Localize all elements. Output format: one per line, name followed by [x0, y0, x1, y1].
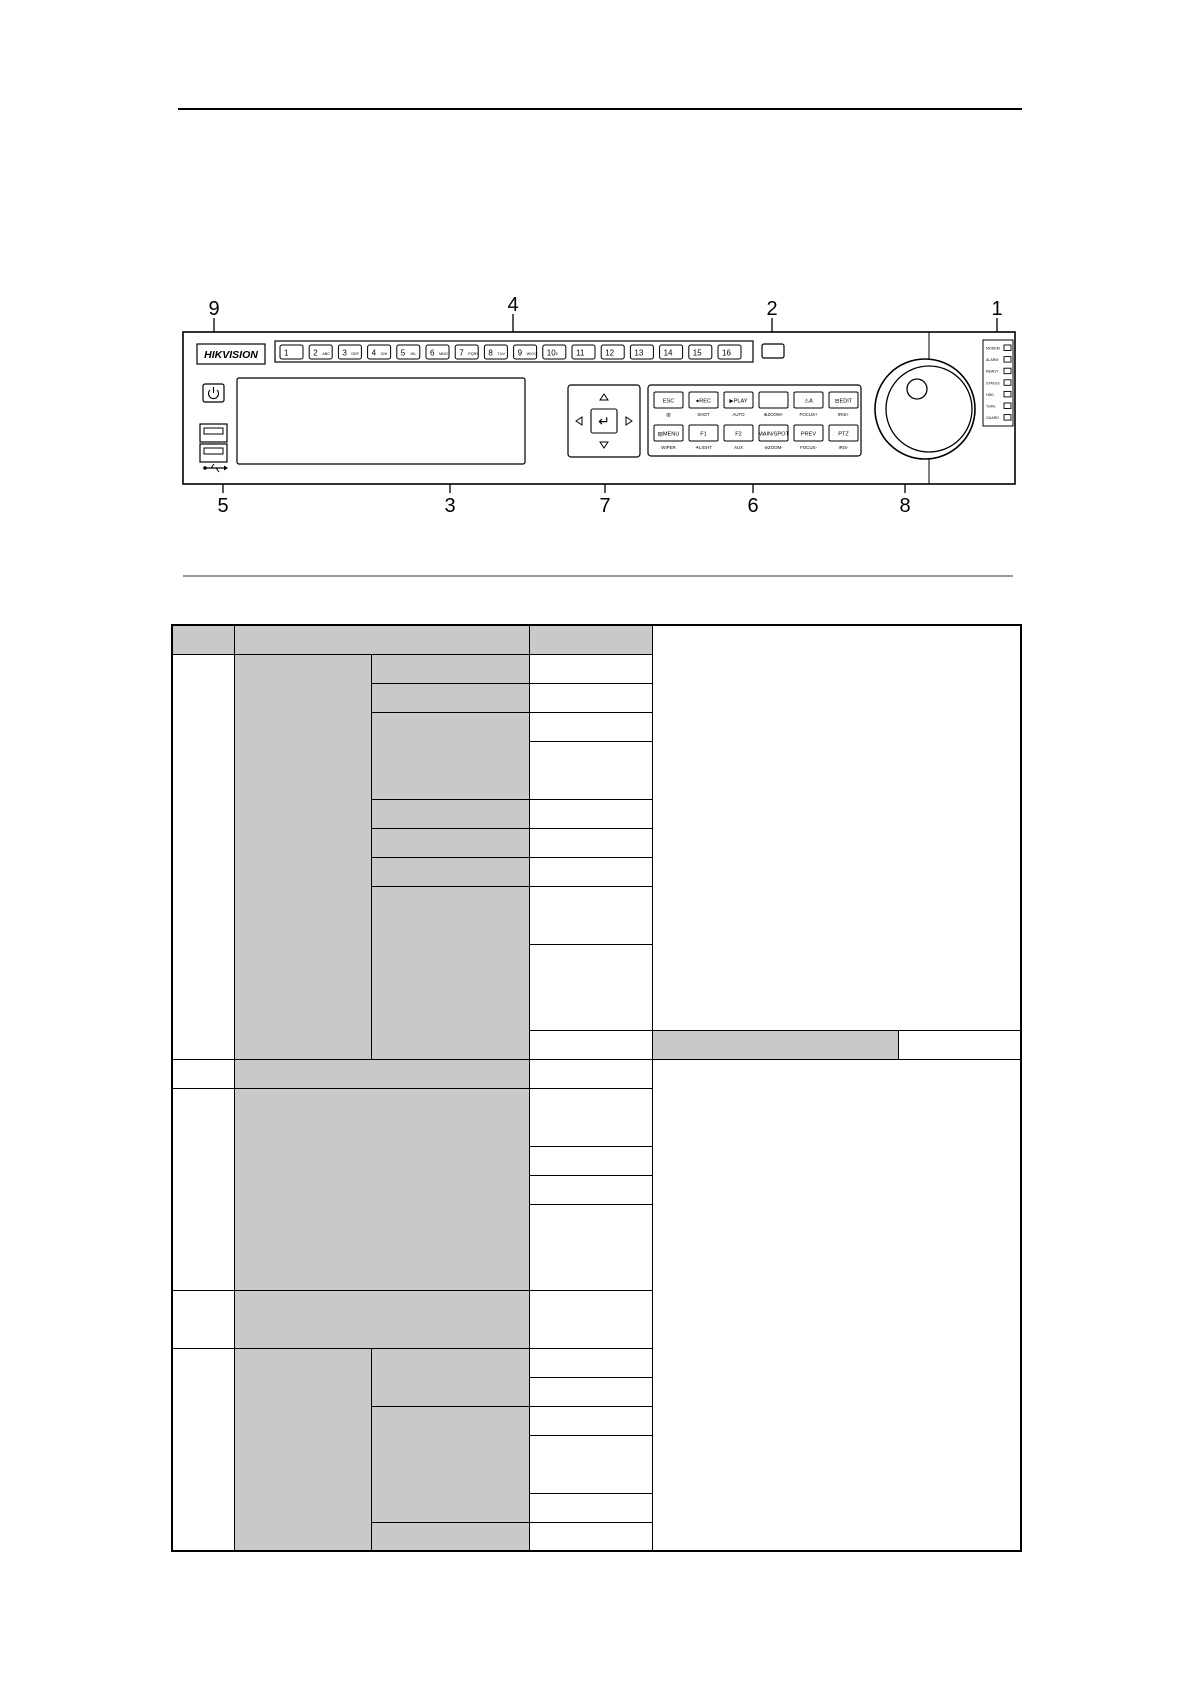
ir-receiver — [762, 344, 784, 358]
channel-button-15[interactable] — [689, 345, 712, 359]
channel-button-1[interactable] — [280, 345, 303, 359]
led-indicator — [1004, 357, 1011, 363]
channel-button-label: 5 — [400, 348, 406, 358]
channel-button-sublabel: JKL — [409, 352, 417, 356]
table-header-row — [172, 625, 1021, 654]
status-led-label: GUARD — [986, 416, 999, 421]
led-indicator — [1004, 415, 1011, 421]
control-button-sublabel: FOCUS- — [800, 445, 817, 450]
callout-2: 2 — [766, 298, 778, 320]
callout-6: 6 — [747, 495, 759, 517]
hikvision-logo — [197, 344, 265, 364]
control-button-label: PREV — [800, 431, 817, 438]
enter-icon: ↵ — [598, 413, 610, 429]
led-indicator — [1004, 345, 1011, 351]
status-led-label: MODEM — [986, 346, 1000, 351]
channel-button-label: 2 — [313, 348, 318, 358]
callout-1: 1 — [991, 298, 1003, 320]
control-button-sublabel: ⊖ZOOM- — [764, 445, 783, 450]
channel-button-label: 13 — [634, 348, 644, 358]
channel-button-3[interactable] — [338, 345, 361, 359]
status-led-label: HDD — [986, 392, 994, 397]
channel-button-label: 8 — [488, 348, 493, 358]
channel-button-sublabel: GHI — [380, 352, 388, 356]
channel-button-5[interactable] — [397, 345, 420, 359]
channel-button-sublabel: DEF — [351, 352, 360, 356]
channel-button-strip — [275, 341, 753, 362]
channel-button-label: 11 — [576, 348, 585, 358]
lcd-display — [237, 378, 525, 464]
channel-button-label: 3 — [342, 348, 347, 358]
table-row — [172, 1088, 1021, 1146]
table-row — [172, 1290, 1021, 1348]
channel-button-sublabel: MNO — [439, 352, 448, 356]
control-keypad — [648, 385, 861, 456]
channel-button-10[interactable] — [543, 345, 566, 359]
control-button-label: ▶PLAY — [729, 398, 748, 405]
channel-button-sublabel: 0 — [555, 352, 558, 356]
channel-button-label: 1 — [284, 348, 289, 358]
control-button-sublabel: WIPER — [661, 445, 676, 450]
jog-dial-knob — [907, 379, 927, 399]
channel-button-sublabel: ABC — [322, 352, 331, 356]
status-led — [986, 380, 1011, 386]
led-indicator — [1004, 380, 1011, 386]
status-led-label: ALARM — [986, 358, 999, 363]
callout-4: 4 — [507, 294, 519, 316]
led-indicator — [1004, 403, 1011, 409]
channel-button-label: 10 — [546, 348, 556, 358]
table-row — [172, 1348, 1021, 1377]
control-button-label: ⚠A — [804, 398, 813, 405]
table-row — [172, 1059, 1021, 1088]
status-led — [986, 415, 1011, 421]
channel-button-sublabel: PQRS — [468, 352, 479, 356]
header-no — [172, 625, 234, 654]
channel-button-16[interactable] — [718, 345, 741, 359]
channel-button-9[interactable] — [514, 345, 539, 359]
front-panel-diagram — [0, 0, 1191, 560]
control-button-sublabel: AUX — [733, 445, 744, 450]
channel-button-label: 4 — [371, 348, 377, 358]
callout-7: 7 — [599, 495, 611, 517]
channel-button-label: 14 — [663, 348, 673, 358]
power-button[interactable] — [203, 384, 224, 402]
section-divider — [183, 575, 1013, 577]
channel-button-label: 15 — [692, 348, 702, 358]
control-button-sublabel: ☀LIGHT — [695, 445, 712, 450]
svg-text:HIKVISION: HIKVISION — [204, 349, 258, 361]
channel-button-8[interactable] — [484, 345, 507, 359]
channel-button-2[interactable] — [309, 345, 332, 359]
channel-button-6[interactable] — [426, 345, 449, 359]
control-button-sublabel: IRIS+ — [837, 412, 850, 417]
channel-button-label: 6 — [430, 348, 435, 358]
status-led — [986, 345, 1011, 351]
control-button-sublabel: AUTO — [732, 412, 745, 417]
front-panel-description-table — [171, 624, 1022, 1552]
callout-8: 8 — [899, 495, 911, 517]
channel-button-label: 16 — [722, 348, 731, 358]
control-button-label: ⊟EDIT — [834, 398, 853, 405]
channel-button-sublabel: TUV — [497, 352, 506, 356]
control-button-label: F1 — [700, 431, 707, 438]
control-button-sublabel: IRIS- — [838, 445, 849, 450]
control-button-label: MAIN/SPOT — [758, 431, 789, 438]
callout-5: 5 — [217, 495, 229, 517]
status-led-label: Tx/Rx — [986, 404, 996, 409]
channel-button-14[interactable] — [660, 345, 683, 359]
control-button-label: ●REC — [695, 398, 712, 405]
control-button-label: F2 — [735, 431, 742, 438]
control-button-label: ESC — [662, 398, 675, 405]
channel-button-12[interactable] — [601, 345, 624, 359]
led-indicator — [1004, 368, 1011, 374]
status-led-panel — [983, 340, 1013, 426]
callout-9: 9 — [208, 298, 220, 320]
control-button-sublabel: ▥ — [666, 412, 671, 417]
channel-button-11[interactable] — [572, 345, 595, 359]
control-button-sublabel: ⊕ZOOM+ — [763, 412, 784, 417]
control-button-label: PTZ — [838, 431, 849, 438]
channel-button-7[interactable] — [455, 345, 479, 359]
direction-pad[interactable] — [568, 385, 640, 457]
header-description — [529, 625, 652, 654]
led-indicator — [1004, 391, 1011, 397]
status-led-label: STATUS — [986, 381, 1000, 386]
channel-button-13[interactable] — [630, 345, 653, 359]
channel-button-label: 12 — [605, 348, 615, 358]
control-button-label: ▤MENU — [657, 431, 680, 438]
callout-3: 3 — [444, 495, 456, 517]
channel-button-4[interactable] — [368, 345, 391, 359]
table-row — [172, 654, 1021, 683]
control-button-sublabel: SHOT — [697, 412, 710, 417]
channel-button-label: 9 — [517, 348, 523, 358]
header-name — [234, 625, 529, 654]
jog-shuttle[interactable] — [875, 359, 975, 459]
control-button-sublabel: FOCUS+ — [799, 412, 818, 417]
channel-button-sublabel: WXYZ — [526, 352, 538, 356]
channel-button-label: 7 — [459, 348, 464, 358]
status-led-label: READY — [986, 369, 999, 374]
